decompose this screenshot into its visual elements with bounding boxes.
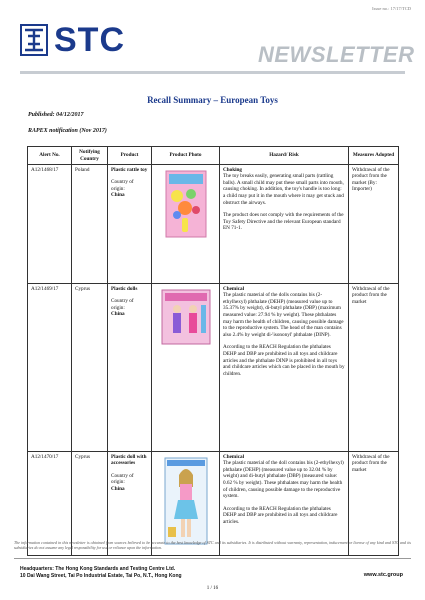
- published-date: Published: 04/12/2017: [28, 112, 84, 118]
- origin-country: China: [111, 192, 125, 199]
- hq-address: 10 Dai Wang Street, Tai Po Industrial Estate, Tai Po, N.T., Hong Kong: [20, 573, 182, 579]
- origin-label: Country of origin:: [111, 298, 134, 311]
- product-name: Plastic doll with accessories: [111, 453, 147, 467]
- rattle-toy-photo: [165, 170, 207, 238]
- hazard-type: Choking: [223, 166, 243, 173]
- photo-cell: [152, 165, 220, 284]
- alert-number: A12/1469/17: [28, 284, 72, 452]
- col-header-country: Notifying Country: [72, 147, 108, 165]
- col-header-product: Product: [108, 147, 152, 165]
- product-name: Plastic dolls: [111, 285, 138, 292]
- col-header-hazard: Hazard/ Risk: [220, 147, 349, 165]
- hazard-description: The toy breaks easily, generating small parts (rattling balls). A small child may put these small parts into mouth, causing choking. In addition, the toy's handle is too long: a child may put it in the mouth where it may get stuck and obstruct the airways.: [223, 173, 344, 206]
- table-row: [28, 284, 399, 452]
- stc-logo-mark-icon: [20, 24, 48, 56]
- col-header-alert: Alert No.: [28, 147, 72, 165]
- origin-label: Country of origin:: [111, 472, 134, 486]
- dolls-photo: [161, 289, 211, 345]
- hazard-type: Chemical: [223, 453, 245, 460]
- alert-number: A12/1470/17: [28, 452, 72, 556]
- header-divider: [20, 71, 405, 74]
- table-row: [28, 165, 399, 284]
- notifying-country: Cyprus: [72, 452, 108, 556]
- notifying-country: Cyprus: [72, 284, 108, 452]
- product-cell: [108, 284, 152, 452]
- footer-divider: [14, 558, 411, 559]
- origin-country: China: [111, 486, 125, 493]
- hazard-description: According to the REACH Regulation the phthalates DEHP and DBP are prohibited in all toys and childcare articles.: [223, 505, 338, 526]
- product-name: Plastic rattle toy: [111, 166, 148, 173]
- stc-logo: [20, 21, 140, 59]
- rapex-heading: RAPEX notification (Nov 2017): [28, 128, 107, 134]
- hazard-description: The plastic material of the doll contains bis (2-ethylhexyl) phthalate (DEHP) (measured value up to 32.04 % by weight) and di-butyl phthalate (DBP) (measured value: 0.62 % by weight). These phthalates may harm the health of children, causing possible damage to the reproductive system.: [223, 460, 344, 500]
- hq-name: Headquarters: The Hong Kong Standards and Testing Centre Ltd.: [20, 566, 176, 572]
- hazard-description: According to the REACH Regulation the phthalates DEHP and DBP are prohibited in all toys and childcare articles and the phthalate DINP is prohibited in all toys and childcare articles which can be placed in the mouth by children.: [223, 344, 345, 377]
- issue-number: Issue no.: 17/17/TCD: [372, 6, 411, 11]
- col-header-photo: Product Photo: [152, 147, 220, 165]
- page-number: 1 / 16: [206, 586, 219, 591]
- hazard-cell: [220, 284, 349, 452]
- disclaimer: The information contained in this newsletter is obtained from sources believed to be accurate to the best knowledge of STC and its subsidiaries. It is distributed without warranty, representation, inducement or license of any kind and STC and its subsidiaries do not assume any legal responsibility for use or reliance upon the information.: [14, 540, 411, 550]
- measures-adopted: Withdrawal of the product from the market: [349, 452, 399, 556]
- hazard-description: The product does not comply with the requirements of the Toy Safety Directive and the relevant European standard EN 71-1.: [223, 212, 344, 232]
- hazard-description: The plastic material of the dolls contains bis (2-ethylhexyl) phthalate (DEHP) (measured value up to 35.37% by weight), di-butyl phthalate (DBP) (maximum measured value: 27.94 % by weight). These phthalates may harm the health of children, causing possible damage to the reproductive system. The head of the man contains also 2.4% by weight di-'isononyl' phthalate (DINP).: [223, 292, 344, 338]
- headquarters-address: [20, 566, 182, 580]
- origin-country: China: [111, 311, 125, 318]
- photo-cell: [152, 284, 220, 452]
- hazard-type: Chemical: [223, 285, 245, 292]
- recall-table: [27, 146, 399, 556]
- logo-wordmark: STC: [54, 21, 125, 59]
- notifying-country: Poland: [72, 165, 108, 284]
- col-header-measures: Measures Adopted: [349, 147, 399, 165]
- measures-adopted: Withdrawal of the product from the market (By: Importer): [349, 165, 399, 284]
- alert-number: A12/1468/17: [28, 165, 72, 284]
- measures-adopted: Withdrawal of the product from the market: [349, 284, 399, 452]
- origin-label: Country of origin:: [111, 179, 134, 192]
- doll-accessories-photo: [164, 457, 208, 545]
- newsletter-heading: NEWSLETTER: [258, 42, 415, 67]
- product-cell: [108, 165, 152, 284]
- page-title: Recall Summary – European Toys: [147, 95, 278, 105]
- hazard-cell: [220, 165, 349, 284]
- website-link[interactable]: www.stc.group: [363, 572, 403, 578]
- table-header-row: [28, 147, 399, 165]
